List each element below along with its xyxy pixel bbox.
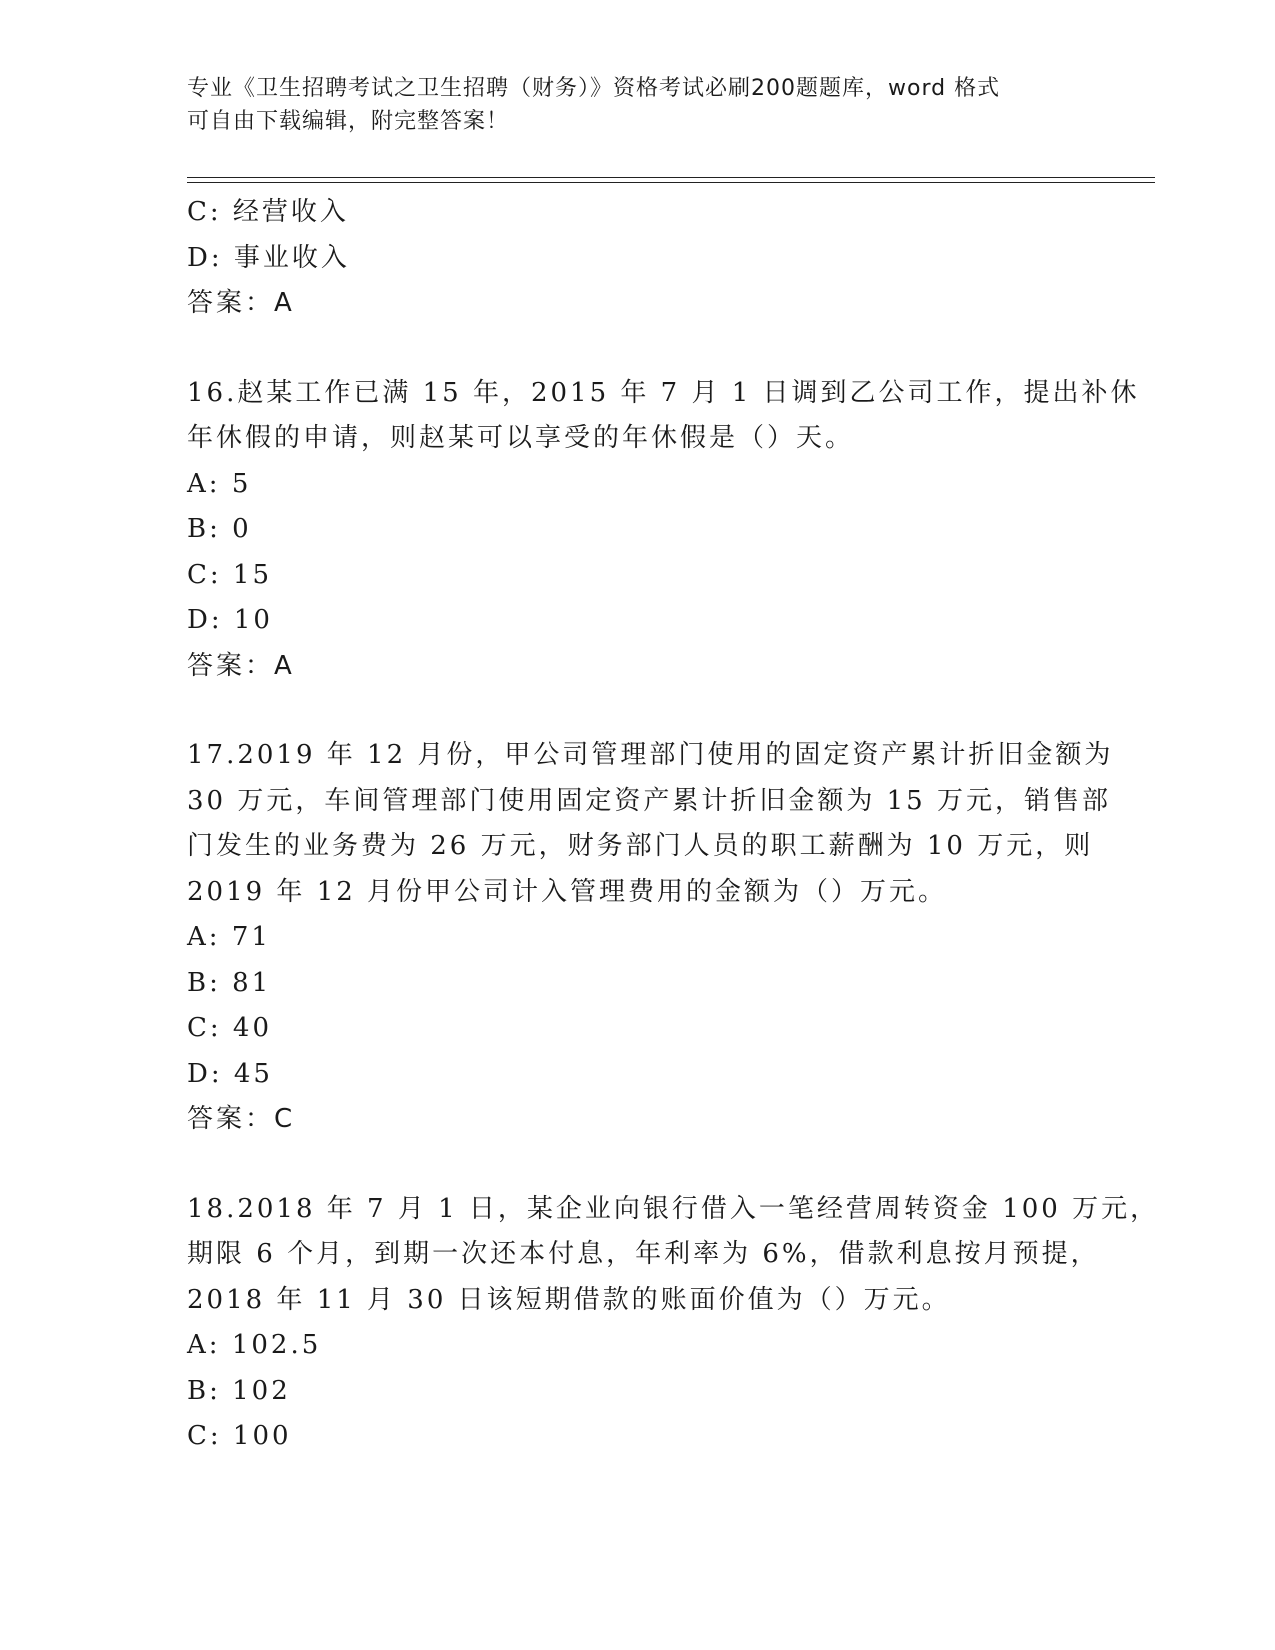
question-stem-line: 18.2018 年 7 月 1 日，某企业向银行借入一笔经营周转资金 100 万元， bbox=[187, 1193, 1160, 1224]
question-18 bbox=[187, 1187, 1160, 1460]
option-c: C: 100 bbox=[187, 1421, 292, 1451]
option-c: C: 15 bbox=[187, 559, 273, 590]
question-stem-line: 16.赵某工作已满 15 年，2015 年 7 月 1 日调到乙公司工作，提出补休 bbox=[187, 377, 1140, 408]
option-c: C: 经营收入 bbox=[187, 197, 349, 227]
answer-line: 答案：C bbox=[187, 1104, 296, 1134]
header-line-1: 专业《卫生招聘考试之卫生招聘（财务）》资格考试必刷200题题库，word 格式 bbox=[187, 76, 1001, 101]
question-content bbox=[187, 190, 1160, 1460]
option-b: B: 102 bbox=[187, 1375, 291, 1406]
option-c: C: 40 bbox=[187, 1013, 273, 1043]
question-stem-line: 17.2019 年 12 月份，甲公司管理部门使用的固定资产累计折旧金额为 bbox=[187, 740, 1114, 770]
question-stem-line: 2019 年 12 月份甲公司计入管理费用的金额为（）万元。 bbox=[187, 876, 948, 907]
option-b: B: 0 bbox=[187, 514, 252, 544]
header-divider-top bbox=[187, 177, 1155, 178]
option-a: A: 5 bbox=[187, 468, 252, 499]
question-16 bbox=[187, 371, 1140, 690]
previous-question-tail bbox=[187, 190, 1087, 327]
option-b: B: 81 bbox=[187, 967, 272, 998]
header-divider-bottom bbox=[187, 182, 1155, 183]
option-a: A: 71 bbox=[187, 922, 271, 952]
question-17 bbox=[187, 733, 1114, 1143]
answer-line: 答案：A bbox=[187, 650, 295, 681]
header-line-2: 可自由下载编辑，附完整答案！ bbox=[187, 109, 510, 134]
question-stem-line: 2018 年 11 月 30 日该短期借款的账面价值为（）万元。 bbox=[187, 1284, 951, 1315]
question-stem-line: 门发生的业务费为 26 万元，财务部门人员的职工薪酬为 10 万元，则 bbox=[187, 831, 1094, 861]
question-stem-line: 年休假的申请，则赵某可以享受的年休假是（）天。 bbox=[187, 423, 855, 453]
answer-line: 答案：A bbox=[187, 288, 295, 318]
option-a: A: 102.5 bbox=[187, 1330, 322, 1360]
document-header bbox=[187, 72, 1087, 138]
option-d: D: 10 bbox=[187, 605, 273, 635]
option-d: D: 45 bbox=[187, 1058, 273, 1089]
question-stem-line: 30 万元，车间管理部门使用固定资产累计折旧金额为 15 万元，销售部 bbox=[187, 785, 1111, 816]
option-d: D: 事业收入 bbox=[187, 242, 350, 273]
question-stem-line: 期限 6 个月，到期一次还本付息，年利率为 6%，借款利息按月预提， bbox=[187, 1239, 1100, 1269]
